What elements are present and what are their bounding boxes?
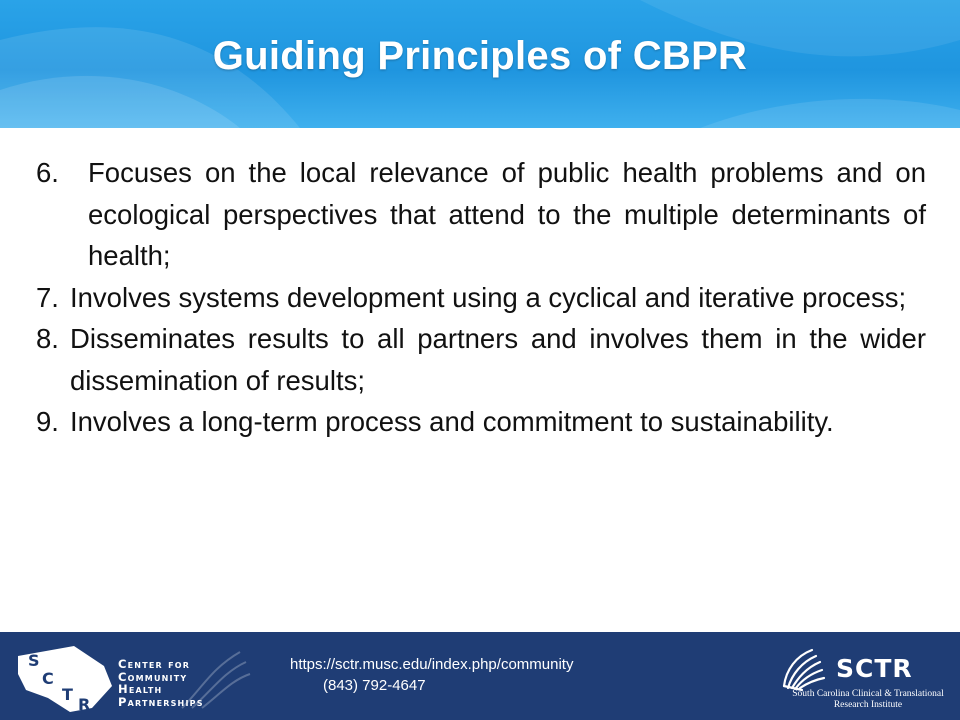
ccphp-line: Community — [118, 669, 188, 684]
principle-text: Focuses on the local relevance of public health problems and on ecological perspectives that attend to the multiple determinants of health; — [88, 157, 926, 271]
slide-header — [0, 0, 960, 128]
logo-letter-r: R — [78, 695, 91, 714]
principle-number: 7. — [36, 281, 59, 313]
principle-text: Disseminates results to all partners and involves them in the wider dissemination of results; — [70, 323, 926, 396]
principle-item — [36, 152, 926, 277]
sctr-institute-name — [778, 689, 958, 710]
sctr-institute-line: Research Institute — [833, 699, 903, 710]
principle-item — [36, 318, 926, 401]
footer-url-link[interactable]: https://sctr.musc.edu/index.php/community — [290, 656, 574, 673]
sctr-institute-line: South Carolina Clinical & Translational — [792, 689, 944, 699]
principle-number: 9. — [36, 406, 59, 437]
principle-text: Involves a long-term process and commitment to sustainability. — [70, 406, 834, 437]
principle-text: Involves systems development using a cyclical and iterative process; — [70, 281, 907, 313]
ccphp-wordmark — [118, 658, 204, 708]
principles-list — [36, 152, 926, 443]
footer-phone: (843) 792-4647 — [323, 677, 426, 694]
principle-item — [36, 277, 926, 319]
slide-title: Guiding Principles of CBPR — [212, 34, 748, 78]
principle-item — [36, 401, 926, 443]
ccphp-line: Health — [118, 682, 163, 696]
ccphp-line: Center for — [118, 657, 191, 671]
principle-number: 8. — [36, 323, 59, 354]
footer-bar — [0, 632, 960, 720]
ccphp-line: Partnerships — [118, 694, 204, 709]
principle-number: 6. — [36, 157, 59, 188]
logo-letter-c: C — [42, 669, 54, 688]
logo-letter-s: S — [28, 651, 40, 670]
logo-letter-t: T — [62, 685, 73, 704]
sctr-wordmark: SCTR — [836, 654, 913, 683]
